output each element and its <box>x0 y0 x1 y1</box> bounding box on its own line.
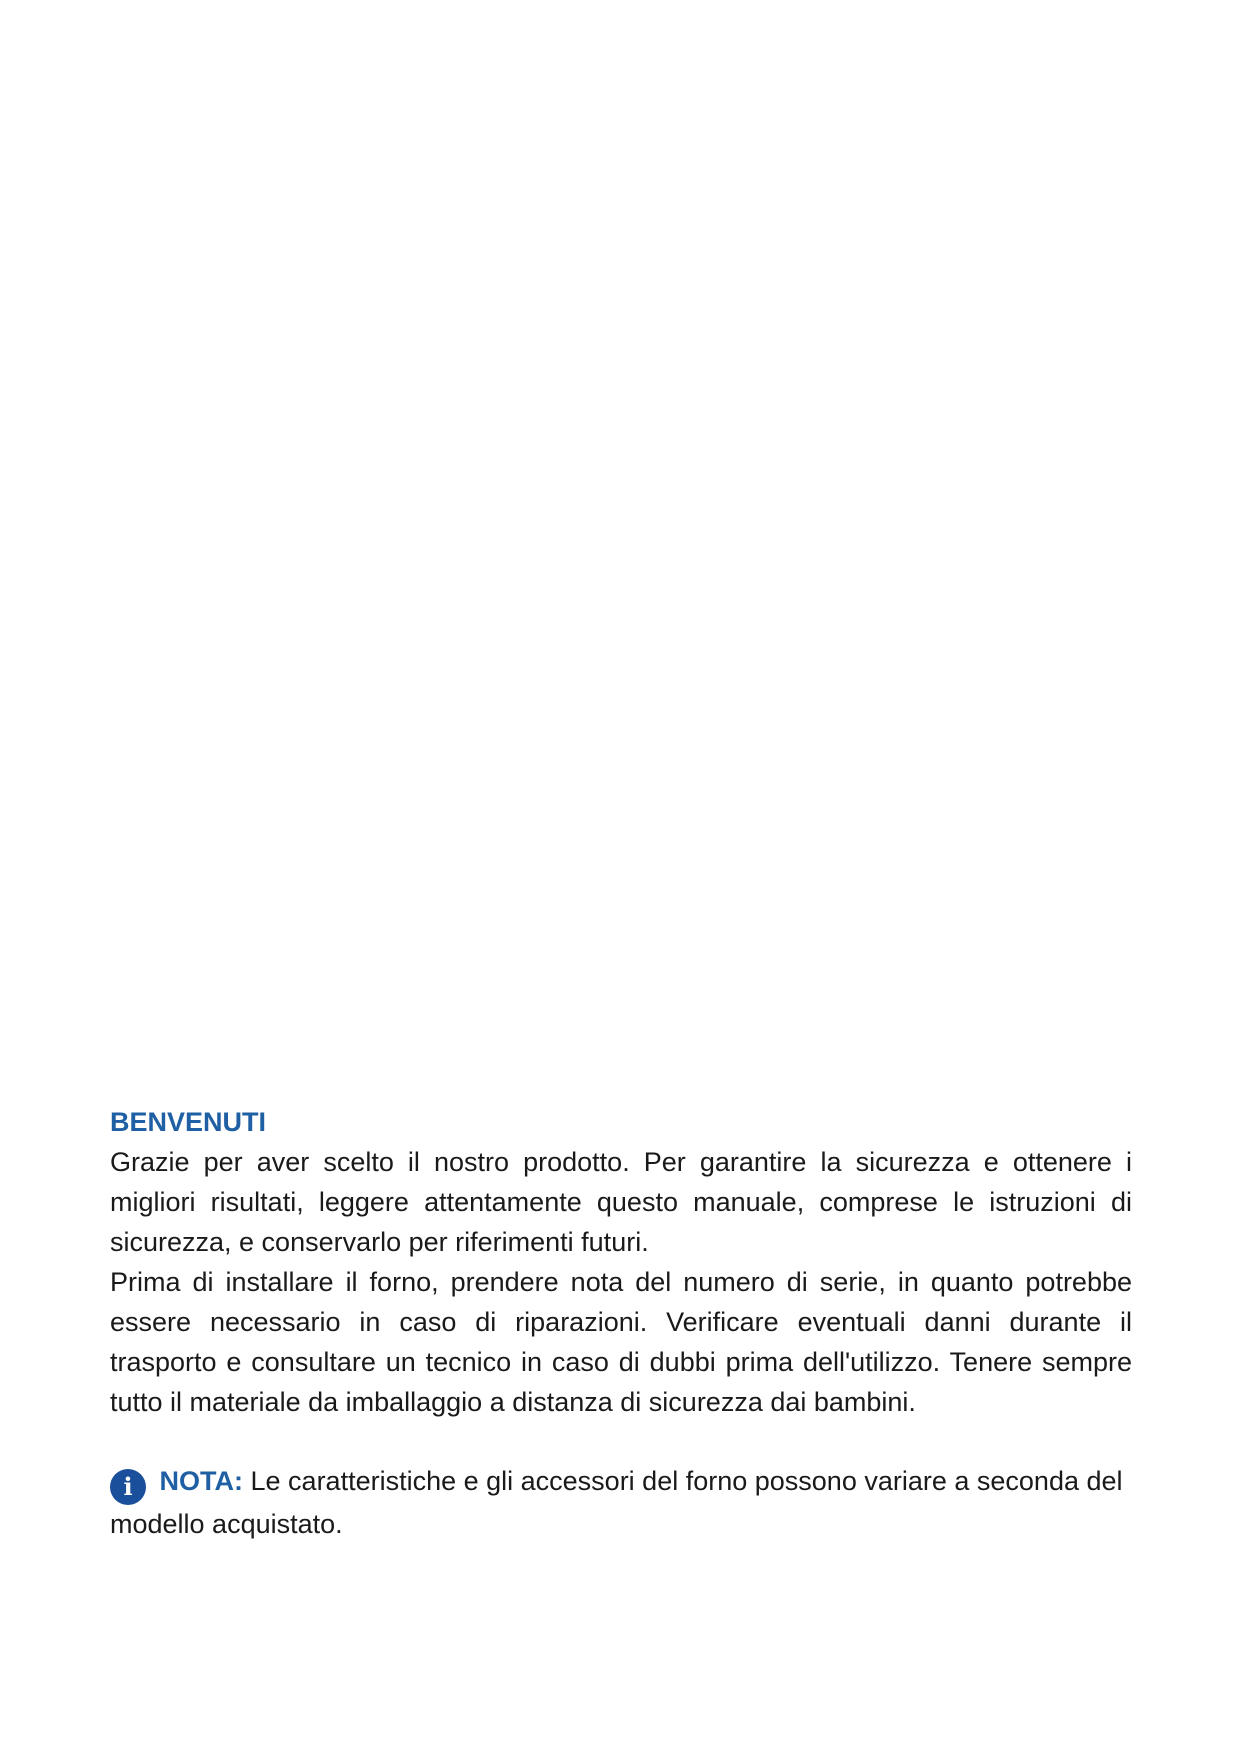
intro-paragraph: Grazie per aver scelto il nostro prodotto. Per garantire la sicurezza e ottenere i migliori risultati, leggere attentamente questo manuale, comprese le istruzioni di sicurezza, e conservarlo per riferimenti futuri. <box>110 1147 1132 1257</box>
section-heading: BENVENUTI <box>110 1107 267 1137</box>
note-text: Le caratteristiche e gli accessori del forno possono variare a seconda del modello acquistato. <box>110 1466 1123 1539</box>
welcome-section <box>110 1102 1132 1544</box>
info-icon: i <box>110 1469 146 1505</box>
note-label: NOTA: <box>159 1466 243 1496</box>
spacer <box>110 1422 1132 1462</box>
installation-paragraph: Prima di installare il forno, prendere nota del numero di serie, in quanto potrebbe essere necessario in caso di riparazioni. Verificare eventuali danni durante il trasporto e consultare un tecnico in caso di dubbi prima dell'utilizzo. Tenere sempre tutto il materiale da imballaggio a distanza di sicurezza dai bambini. <box>110 1267 1132 1417</box>
note-block <box>110 1462 1132 1544</box>
